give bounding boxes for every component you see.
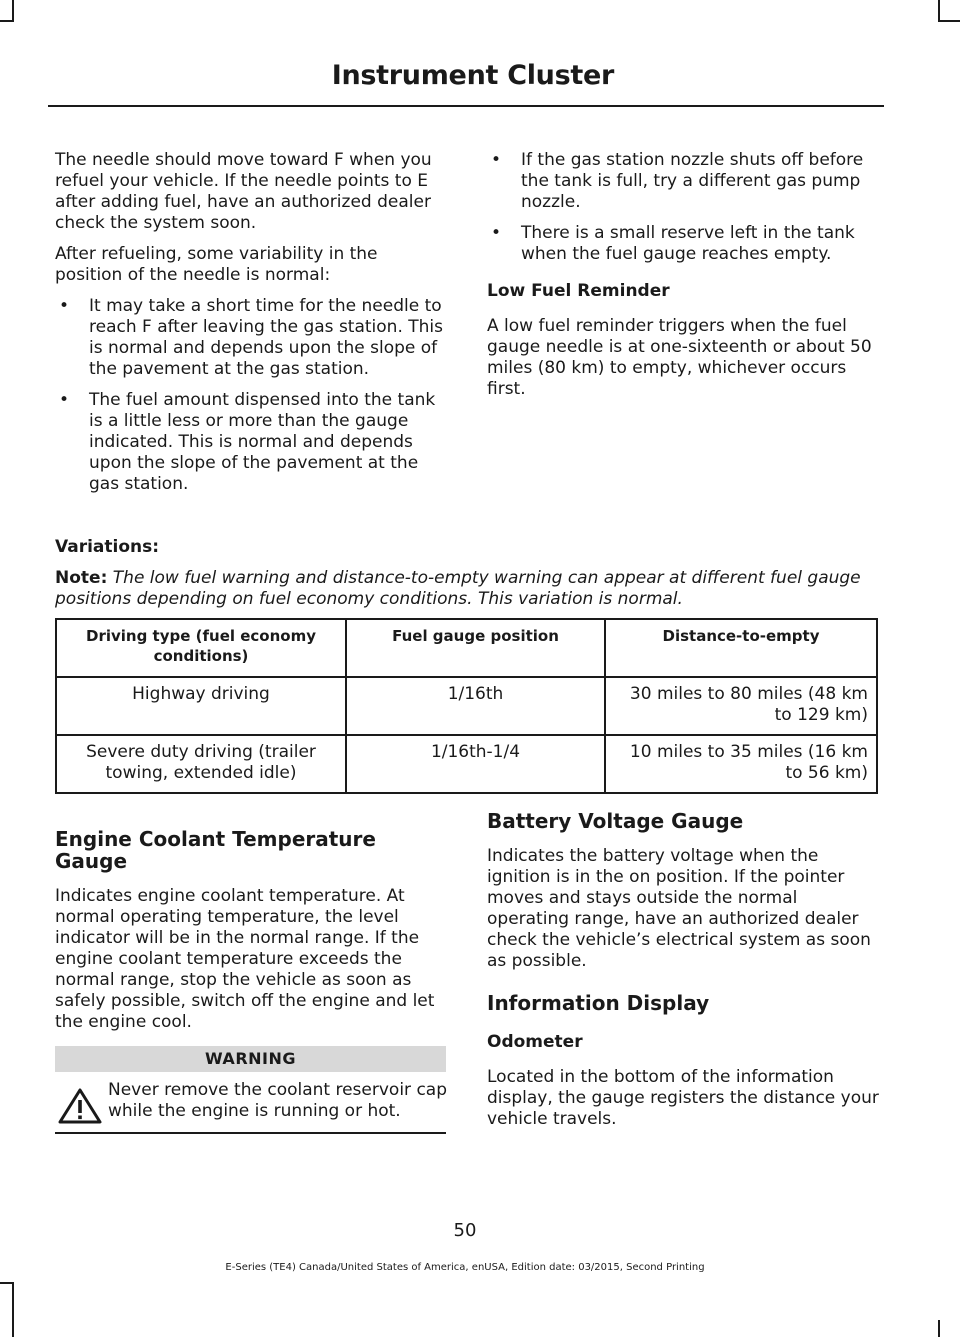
warning-triangle-icon — [58, 1088, 102, 1128]
variations-section — [55, 537, 885, 610]
section-heading: Variations: — [55, 537, 160, 557]
note-text: The low fuel warning and distance-to-empty warning can appear at different fuel gauge positions depending on fuel economy conditions. This variation is normal. — [55, 568, 861, 609]
edition-footer: E-Series (TE4) Canada/United States of America, enUSA, Edition date: 03/2015, Second Printing — [225, 1262, 705, 1273]
paragraph: After refueling, some variability in the position of the needle is normal: — [55, 244, 378, 285]
table-cell: 10 miles to 35 miles (16 km to 56 km) — [605, 735, 877, 793]
list-item: • If the gas station nozzle shuts off before the tank is full, try a different gas pump nozzle. — [487, 150, 879, 213]
list-item: • There is a small reserve left in the tank when the fuel gauge reaches empty. — [487, 223, 879, 265]
bullet-list — [55, 296, 447, 495]
section-heading: Battery Voltage Gauge — [487, 809, 744, 833]
page-number: 50 — [453, 1220, 477, 1241]
page-title: Instrument Cluster — [331, 60, 614, 91]
warning-rule — [55, 1132, 446, 1134]
coolant-section — [55, 828, 447, 1043]
warning-header: WARNING — [55, 1046, 446, 1072]
table-cell: Severe duty driving (trailer towing, extended idle) — [56, 735, 346, 793]
table-cell: 30 miles to 80 miles (48 km to 129 km) — [605, 677, 877, 735]
column-header: Fuel gauge position — [346, 619, 605, 677]
column-header: Driving type (fuel economy conditions) — [56, 619, 346, 677]
section-heading: Low Fuel Reminder — [487, 281, 670, 301]
paragraph: Indicates the battery voltage when the ignition is in the on position. If the pointer moves and stays outside the normal operating range, have an authorized dealer check the vehicle’s electrical system as soon as possible. — [487, 846, 871, 971]
list-item: • It may take a short time for the needle to reach F after leaving the gas station. This is normal and depends upon the slope of the pavement at the gas station. — [55, 296, 447, 380]
table-header-row — [56, 619, 877, 677]
crop-mark — [938, 0, 940, 20]
table-cell: Highway driving — [56, 677, 346, 735]
warning-text: Never remove the coolant reservoir cap while the engine is running or hot. — [108, 1080, 447, 1121]
section-heading: Information Display — [487, 991, 710, 1015]
bullet-list — [487, 150, 879, 265]
paragraph: Indicates engine coolant temperature. At normal operating temperature, the level indicator will be in the normal range. If the engine coolant temperature exceeds the normal range, stop the vehicle as soon as safely possible, switch off the engine and let the engine cool. — [55, 886, 435, 1032]
paragraph: A low fuel reminder triggers when the fuel gauge needle is at one-sixteenth or about 50 miles (80 km) to empty, whichever occurs first. — [487, 316, 872, 399]
right-column — [487, 150, 879, 410]
crop-mark — [0, 20, 14, 22]
battery-info-section — [487, 810, 879, 1140]
crop-mark — [12, 0, 14, 20]
table-row — [56, 677, 877, 735]
crop-mark — [0, 1282, 14, 1284]
crop-mark — [938, 1320, 940, 1337]
crop-mark — [12, 1282, 14, 1337]
fuel-table — [55, 618, 878, 794]
column-header: Distance-to-empty — [605, 619, 877, 677]
section-heading: Engine Coolant Temperature Gauge — [55, 827, 376, 873]
header-rule — [48, 105, 884, 107]
subsection-heading: Odometer — [487, 1032, 583, 1052]
list-item: • The fuel amount dispensed into the tank is a little less or more than the gauge indicated. This is normal and depends upon the slope of the pavement at the gas station. — [55, 390, 447, 495]
table-row — [56, 735, 877, 793]
paragraph: Located in the bottom of the information display, the gauge registers the distance your vehicle travels. — [487, 1067, 879, 1129]
note — [55, 568, 885, 610]
table-cell: 1/16th-1/4 — [346, 735, 605, 793]
note-label: Note: — [55, 568, 108, 588]
paragraph: The needle should move toward F when you refuel your vehicle. If the needle points to E after adding fuel, have an authorized dealer check the system soon. — [55, 150, 432, 233]
table-cell: 1/16th — [346, 677, 605, 735]
left-column — [55, 150, 447, 505]
crop-mark — [938, 20, 960, 22]
